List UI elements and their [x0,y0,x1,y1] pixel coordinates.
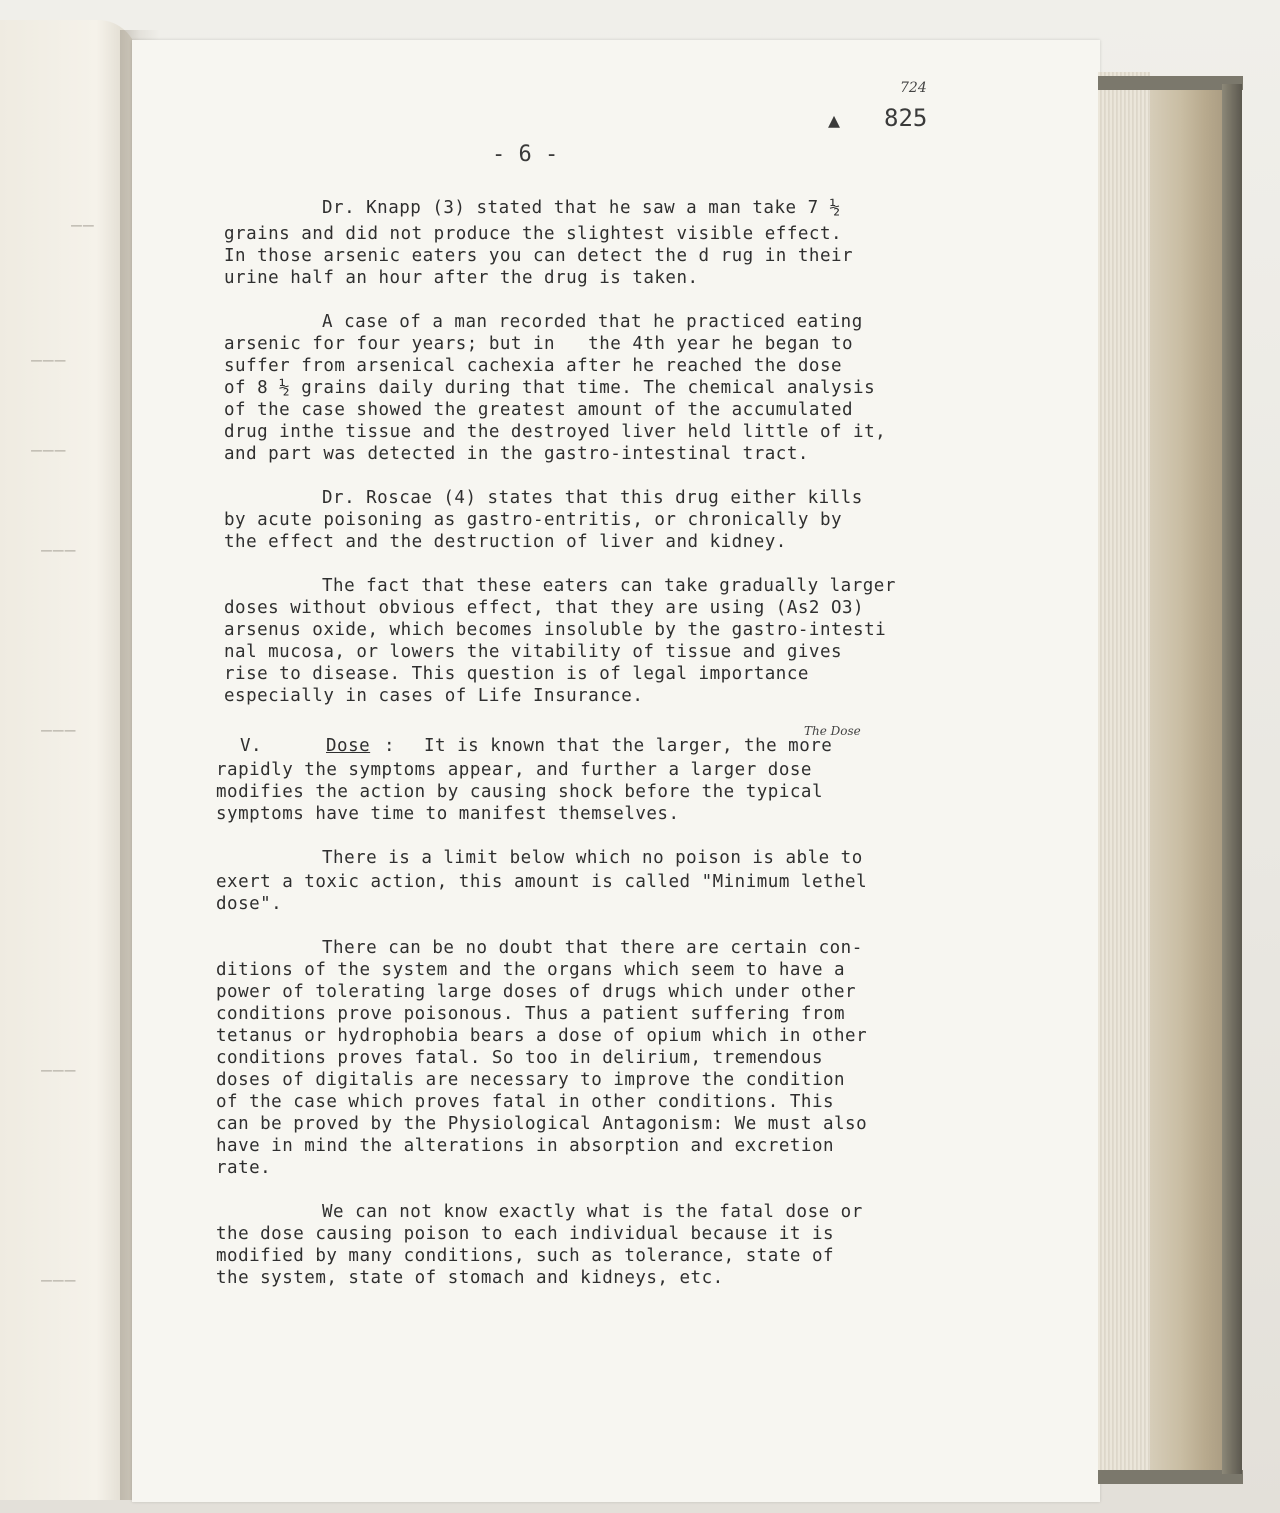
text-line: A case of a man recorded that he practiced eating [322,312,863,332]
text-line: rise to disease. This question is of legal importance [224,664,809,684]
show-through-text: ——— [40,1270,76,1291]
text-line: ditions of the system and the organs which seem to have a [216,960,846,980]
text-line: doses of digitalis are necessary to improve the condition [216,1070,846,1090]
section-v-numeral: V. [240,736,263,756]
show-through-text: ——— [40,540,76,561]
text-line: nal mucosa, or lowers the vitability of tissue and gives [224,642,843,662]
text-line: conditions prove poisonous. Thus a patient suffering from [216,1004,846,1024]
show-through-text: ——— [30,350,66,371]
text-line: of the case showed the greatest amount of the accumulated [224,400,854,420]
text-line: especially in cases of Life Insurance. [224,686,644,706]
text-line: of the case which proves fatal in other conditions. This [216,1092,835,1112]
section-v-colon: : [384,736,396,756]
page-edges-worn [1150,80,1228,1472]
show-through-text: ——— [30,440,66,461]
section-v-heading: Dose [326,736,371,756]
text-line: grains and did not produce the slightest visible effect. [224,224,843,244]
text-line: urine half an hour after the drug is taken. [224,268,699,288]
page-edges [1098,72,1150,1474]
text-line: The fact that these eaters can take gradually larger [322,576,896,596]
text-line: can be proved by the Physiological Antagonism: We must also [216,1114,868,1134]
text-line: Dr. Knapp (3) stated that he saw a man take 7 ½ [322,198,841,218]
text-line: conditions proves fatal. So too in delirium, tremendous [216,1048,823,1068]
show-through-text: —— [70,215,94,236]
text-line: symptoms have time to manifest themselves. [216,804,680,824]
text-line: In those arsenic eaters you can detect the d rug in their [224,246,854,266]
text-line: drug inthe tissue and the destroyed liver held little of it, [224,422,887,442]
text-line: the effect and the destruction of liver and kidney. [224,532,787,552]
text-line: dose". [216,894,283,914]
text-line: power of tolerating large doses of drugs which under other [216,982,857,1002]
text-line: the dose causing poison to each individual because it is [216,1224,835,1244]
text-line: We can not know exactly what is the fatal dose or [322,1202,863,1222]
text-line: There can be no doubt that there are certain con- [322,938,863,958]
text-line: and part was detected in the gastro-intestinal tract. [224,444,809,464]
text-line: the system, state of stomach and kidneys, etc. [216,1268,724,1288]
show-through-text: ——— [40,720,76,741]
text-line: It is known that the larger, the more [424,736,833,756]
text-line: There is a limit below which no poison is able to [322,848,863,868]
text-line: arsenic for four years; but in the 4th year he began to [224,334,854,354]
archive-number-stamped: 825 [884,104,928,132]
text-line: tetanus or hydrophobia bears a dose of opium which in other [216,1026,868,1046]
text-line: have in mind the alterations in absorption and excretion [216,1136,835,1156]
text-line: rapidly the symptoms appear, and further a larger dose [216,760,812,780]
text-line: rate. [216,1158,272,1178]
facing-page-left [0,20,138,1500]
text-line: Dr. Roscae (4) states that this drug either kills [322,488,863,508]
stamp-mark: ▲ [828,108,841,132]
archive-number-handwritten: 724 [900,80,927,96]
text-line: suffer from arsenical cachexia after he reached the dose [224,356,843,376]
text-line: doses without obvious effect, that they are using (As2 O3) [224,598,865,618]
book-spine [1222,84,1242,1474]
text-line: arsenus oxide, which becomes insoluble by the gastro-intesti [224,620,887,640]
text-line: of 8 ½ grains daily during that time. The chemical analysis [224,378,876,398]
page-number: - 6 - [492,142,559,167]
text-line: by acute poisoning as gastro-entritis, or chronically by [224,510,843,530]
text-line: exert a toxic action, this amount is called "Minimum lethel [216,872,868,892]
text-line: modifies the action by causing shock before the typical [216,782,823,802]
show-through-text: ——— [40,1060,76,1081]
typed-page [132,40,1100,1502]
interlinear-note: The Dose [804,724,861,738]
text-line: modified by many conditions, such as tolerance, state of [216,1246,835,1266]
